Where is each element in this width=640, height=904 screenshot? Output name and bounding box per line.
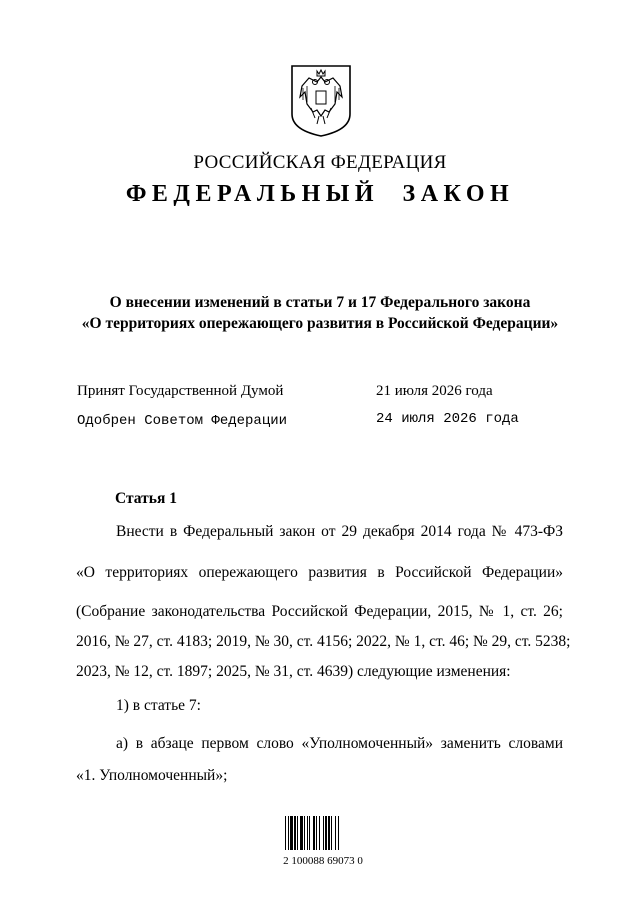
article-line-1: Внести в Федеральный закон от 29 декабря 2014 года № 473-ФЗ (116, 523, 563, 540)
barcode (283, 814, 361, 852)
law-type-heading: ФЕДЕРАЛЬНЫЙ ЗАКОН (125, 181, 515, 207)
article-line-2: «О территориях опережающего развития в Российской Федерации» (76, 564, 563, 581)
law-title-line-1: О внесении изменений в статьи 7 и 17 Федерального закона (109, 294, 531, 311)
article-line-6: 1) в статье 7: (116, 697, 201, 714)
article-heading: Статья 1 (115, 490, 177, 507)
article-body (76, 0, 571, 904)
barcode-number: 2 100088 69073 0 (283, 855, 363, 867)
country-name: РОССИЙСКАЯ ФЕДЕРАЦИЯ (193, 152, 447, 173)
duma-adoption-label: Принят Государственной Думой (77, 383, 284, 399)
article-line-3: (Собрание законодательства Российской Федерации, 2015, № 1, ст. 26; (76, 603, 563, 620)
article-line-5: 2023, № 12, ст. 1897; 2025, № 31, ст. 4639) следующие изменения: (76, 663, 511, 680)
article-line-8: «1. Уполномоченный»; (76, 767, 228, 784)
law-title-line-2: «О территориях опережающего развития в Российской Федерации» (81, 315, 559, 332)
duma-adoption-date: 21 июля 2026 года (376, 383, 493, 399)
council-approval-label: Одобрен Советом Федерации (77, 413, 288, 429)
article-line-7: а) в абзаце первом слово «Уполномоченный» заменить словами (116, 735, 563, 752)
article-line-4: 2016, № 27, ст. 4183; 2019, № 30, ст. 4156; 2022, № 1, ст. 46; № 29, ст. 5238; (76, 633, 571, 650)
council-approval-date: 24 июля 2026 года (376, 411, 519, 427)
